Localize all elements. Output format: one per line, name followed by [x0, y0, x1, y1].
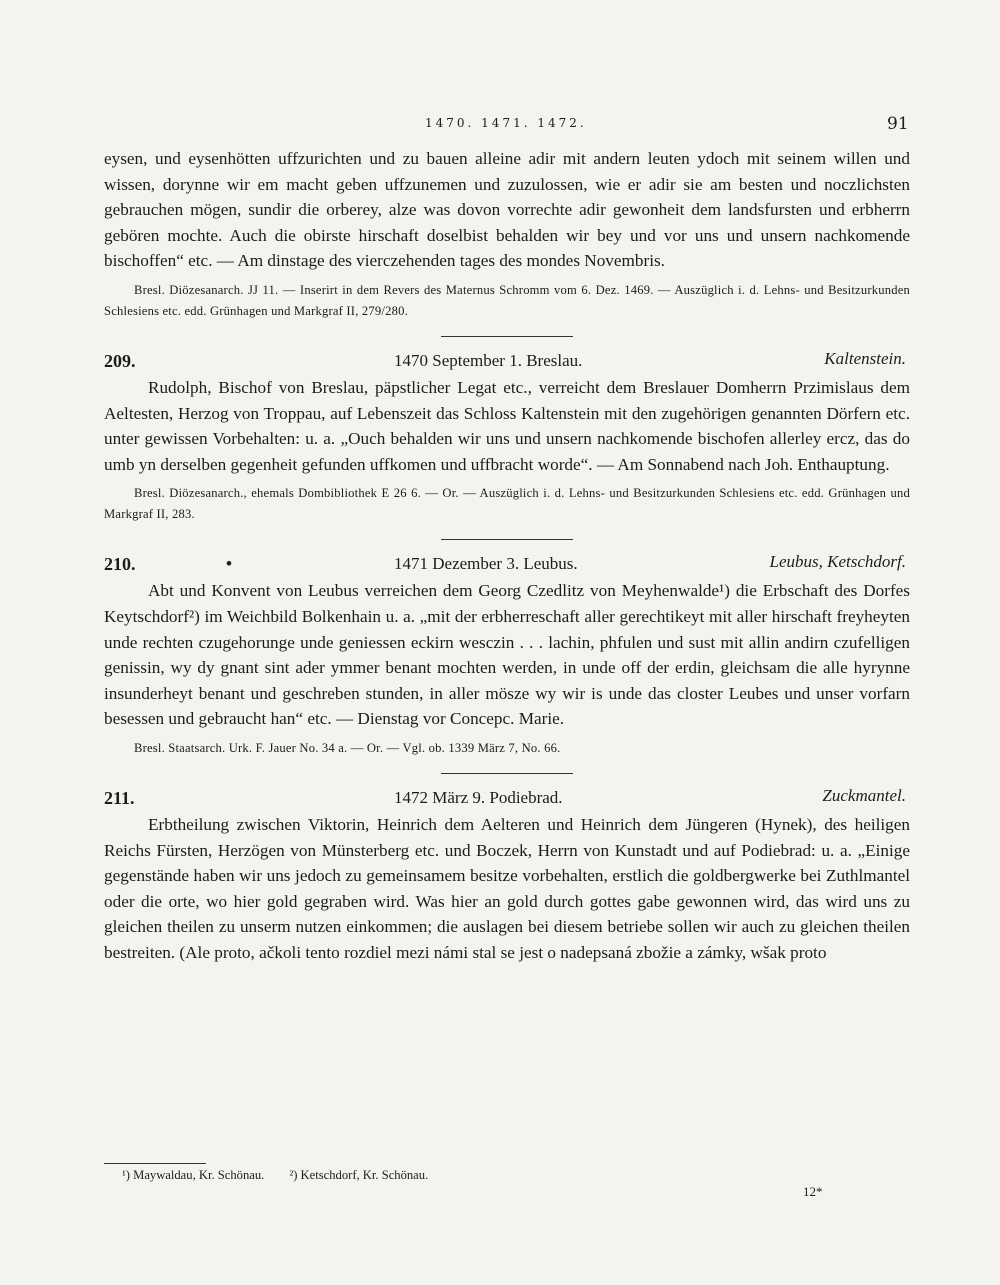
footnotes [122, 1168, 450, 1183]
entry-date: 1470 September 1. Breslau. [394, 350, 583, 370]
entry-date: 1471 Dezember 3. Leubus. [394, 554, 578, 574]
running-head-years: 1470. 1471. 1472. [425, 116, 587, 130]
entry-number: 210. [104, 554, 136, 575]
entry-mark: • [226, 554, 232, 574]
section-divider [441, 539, 573, 540]
intro-source: Bresl. Diözesanarch. JJ 11. — Inserirt in dem Revers des Maternus Schromm vom 6. Dez. 1469. — Auszüglich i. d. Lehns- und Besitzurkunden Schlesiens etc. edd. Grünhagen und Markgraf II, 279/280. [104, 282, 910, 318]
intro-text: eysen, und eysenhötten uffzurichten und zu bauen alleine adir mit andern leuten ydoch mit seinem willen und wissen, dorynne wir em macht geben uffzunemen und zuzulossen, wie er adir sie am besten und noczlichsten gebrauchen mögen, sundir die orberey, alze was dovon vorrechte adir gewonheit dem landsfursten und erbherrn gebören mochte. Auch die obirste hirschaft doselbist behalden wir bey und vor uns und unsern nachkomende bischoffen“ etc. — Am dinstage des vierczehenden tages des mondes Novembris. [104, 149, 910, 271]
sheet-signature: 12* [803, 1184, 823, 1199]
footnote-1: ¹) Maywaldau, Kr. Schönau. [122, 1168, 265, 1182]
entry-source-209: Bresl. Diözesanarch., ehemals Dombibliothek E 26 6. — Or. — Auszüglich i. d. Lehns- und Besitzurkunden Schlesiens etc. edd. Grünhagen und Markgraf II, 283. [104, 486, 910, 522]
page-number: 91 [887, 114, 909, 134]
entry-number: 211. [104, 787, 135, 808]
entry-date: 1472 März 9. Podiebrad. [394, 787, 563, 807]
page-body [104, 146, 910, 965]
entry-heading-210 [104, 552, 910, 578]
entry-place: Leubus, Ketschdorf. [769, 552, 906, 572]
entry-text-209: Rudolph, Bischof von Breslau, päpstlicher Legat etc., verreicht dem Breslauer Domherrn Przimislaus dem Aeltesten, Herzog von Troppau, auf Lebenszeit das Schloss Kaltenstein mit den zugehörigen genannten Dörfern etc. unter gewissen Vorbehalten: u. a. „Ouch behalden wir uns und unsern nachkomende bischofen allerley ercz, das do umb yn derselben gegenheit gefunden uffkomen und uffbracht worde“. — Am Sonnabend nach Joh. Enthauptung. [104, 377, 910, 474]
entry-place: Zuckmantel. [822, 785, 906, 805]
entry-heading-211 [104, 786, 910, 812]
entry-place: Kaltenstein. [824, 348, 906, 368]
running-head [0, 114, 1000, 138]
entry-heading-209 [104, 349, 910, 375]
footnote-2: ²) Ketschdorf, Kr. Schönau. [289, 1168, 429, 1182]
footnote-divider [104, 1163, 206, 1164]
section-divider [441, 773, 573, 774]
entry-text-210: Abt und Konvent von Leubus verreichen dem Georg Czedlitz von Meyhenwalde¹) die Erbschaft des Dorfes Keytschdorf²) im Weichbild Bolkenhain u. a. „mit der erbherreschaft aller gerechtikeyt mit aller hirschaft freyheyten unde rechten czugehorunge unde geniessen eckirn wesczin . . . lachin, phfulen und sust mit allin andirn czufelligen genissin, wy dy gnant sint ader ymmer benant mochten werden, in unde off der erdin, gleichsam die alle hyrynne insunderheyt benant und geschreben stunden, in aller mösze wy wir is unde das closter Leubes und unser vorfarn besessen und gebraucht han“ etc. — Dienstag vor Concepc. Marie. [104, 581, 910, 729]
entry-number: 209. [104, 350, 136, 371]
entry-text-211: Erbtheilung zwischen Viktorin, Heinrich dem Aelteren und Heinrich dem Jüngeren (Hynek), des heiligen Reichs Fürsten, Herzögen von Münsterberg etc. und Boczek, Herrn von Kunstadt und auf Podiebrad: u. a. „Einige gegenstände haben wir uns jedoch zu gemeinsamem besitze vorbehalten, erstlich die goldbergwerke bei Zuthlmantel oder die orte, wo hier gold gegraben wird. Was hier an gold durch gottes gabe gewonnen wird, das wird uns zu gleichen theilen zu unserm nutzen einkommen; die auslagen bei diesem betriebe sollen wir auch zu gleichen theilen bestreiten. (Ale proto, ačkoli tento rozdiel mezi námi stal se jest o nadepsaná zbožie a zámky, wšak proto [104, 814, 910, 962]
entry-source-210: Bresl. Staatsarch. Urk. F. Jauer No. 34 a. — Or. — Vgl. ob. 1339 März 7, No. 66. [134, 740, 561, 755]
section-divider [441, 336, 573, 337]
